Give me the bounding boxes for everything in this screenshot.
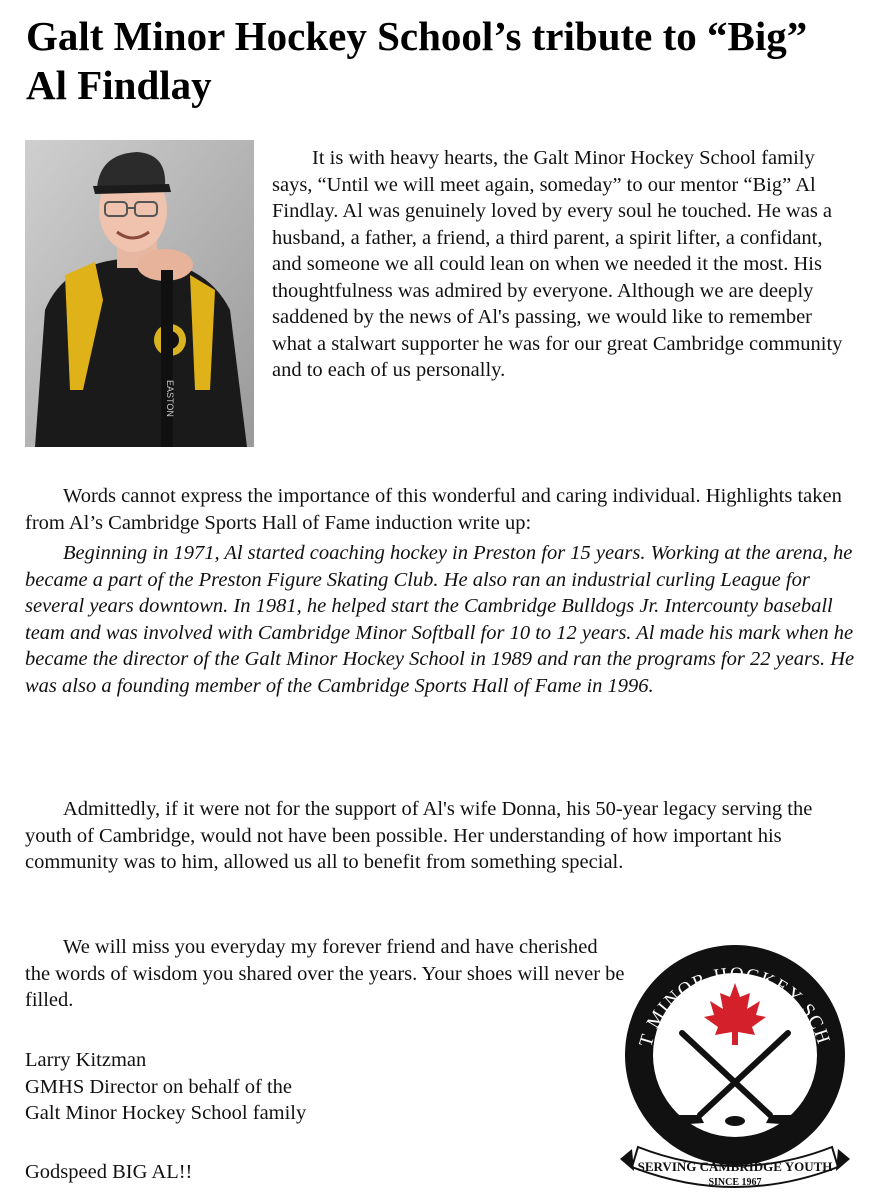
signature-block [25,1047,306,1127]
signature-role: GMHS Director on behalf of the [25,1075,293,1098]
closing-line: Godspeed BIG AL!! [25,1161,193,1183]
intro-paragraph: It is with heavy hearts, the Galt Minor Hockey School family says, “Until we will meet again, someday” to our mentor “Big” Al Findlay. Al was genuinely loved by every soul he touched. He was a husband, a father, a friend, a third parent, a spirit lifter, a confidant, and someone we all could lean on when we needed it the most. His thoughtfulness was admired by everyone. Although we are deeply saddened by the news of Al's passing, we would like to remember what a stalwart supporter he was for our great Cambridge community and to each of us personally. [272,147,843,381]
stick-brand-text: EASTON [165,380,175,417]
logo-ring-text: T MINOR HOCKEY SCH [635,963,835,1050]
highlights-quote: Beginning in 1971, Al started coaching hockey in Preston for 15 years. Working at the arena, he became a part of the Preston Figure Skating Club. He also ran an industrial curling League for several years downtown. In 1981, he helped start the Cambridge Bulldogs Jr. Intercounty baseball team and was involved with Cambridge Minor Softball for 10 to 12 years. Al made his mark when he became the director of the Galt Minor Hockey School in 1989 and ran the programs for 22 years. He was also a founding member of the Cambridge Sports Hall of Fame in 1996. [25,542,855,697]
signature-org: Galt Minor Hockey School family [25,1102,307,1124]
importance-paragraph: Words cannot express the importance of this wonderful and caring individual. Highlights taken from Al’s Cambridge Sports Hall of Fame induction write up: [25,485,842,534]
logo-since-text: SINCE 1967 [708,1177,762,1188]
signature-name: Larry Kitzman [25,1049,147,1071]
logo-banner-text: SERVING CAMBRIDGE YOUTH [637,1159,833,1174]
article-title: Galt Minor Hockey School’s tribute to “Big” Al Findlay [26,13,808,108]
miss-you-paragraph: We will miss you everyday my forever friend and have cherished the words of wisdom you shared over the years. Your shoes will never be filled. [25,936,625,1011]
al-findlay-photo [25,140,254,447]
gmhs-logo [620,935,850,1197]
donna-paragraph: Admittedly, if it were not for the support of Al's wife Donna, his 50-year legacy serving the youth of Cambridge, would not have been possible. Her understanding of how important his community was to him, allowed us all to benefit from something special. [25,798,813,873]
